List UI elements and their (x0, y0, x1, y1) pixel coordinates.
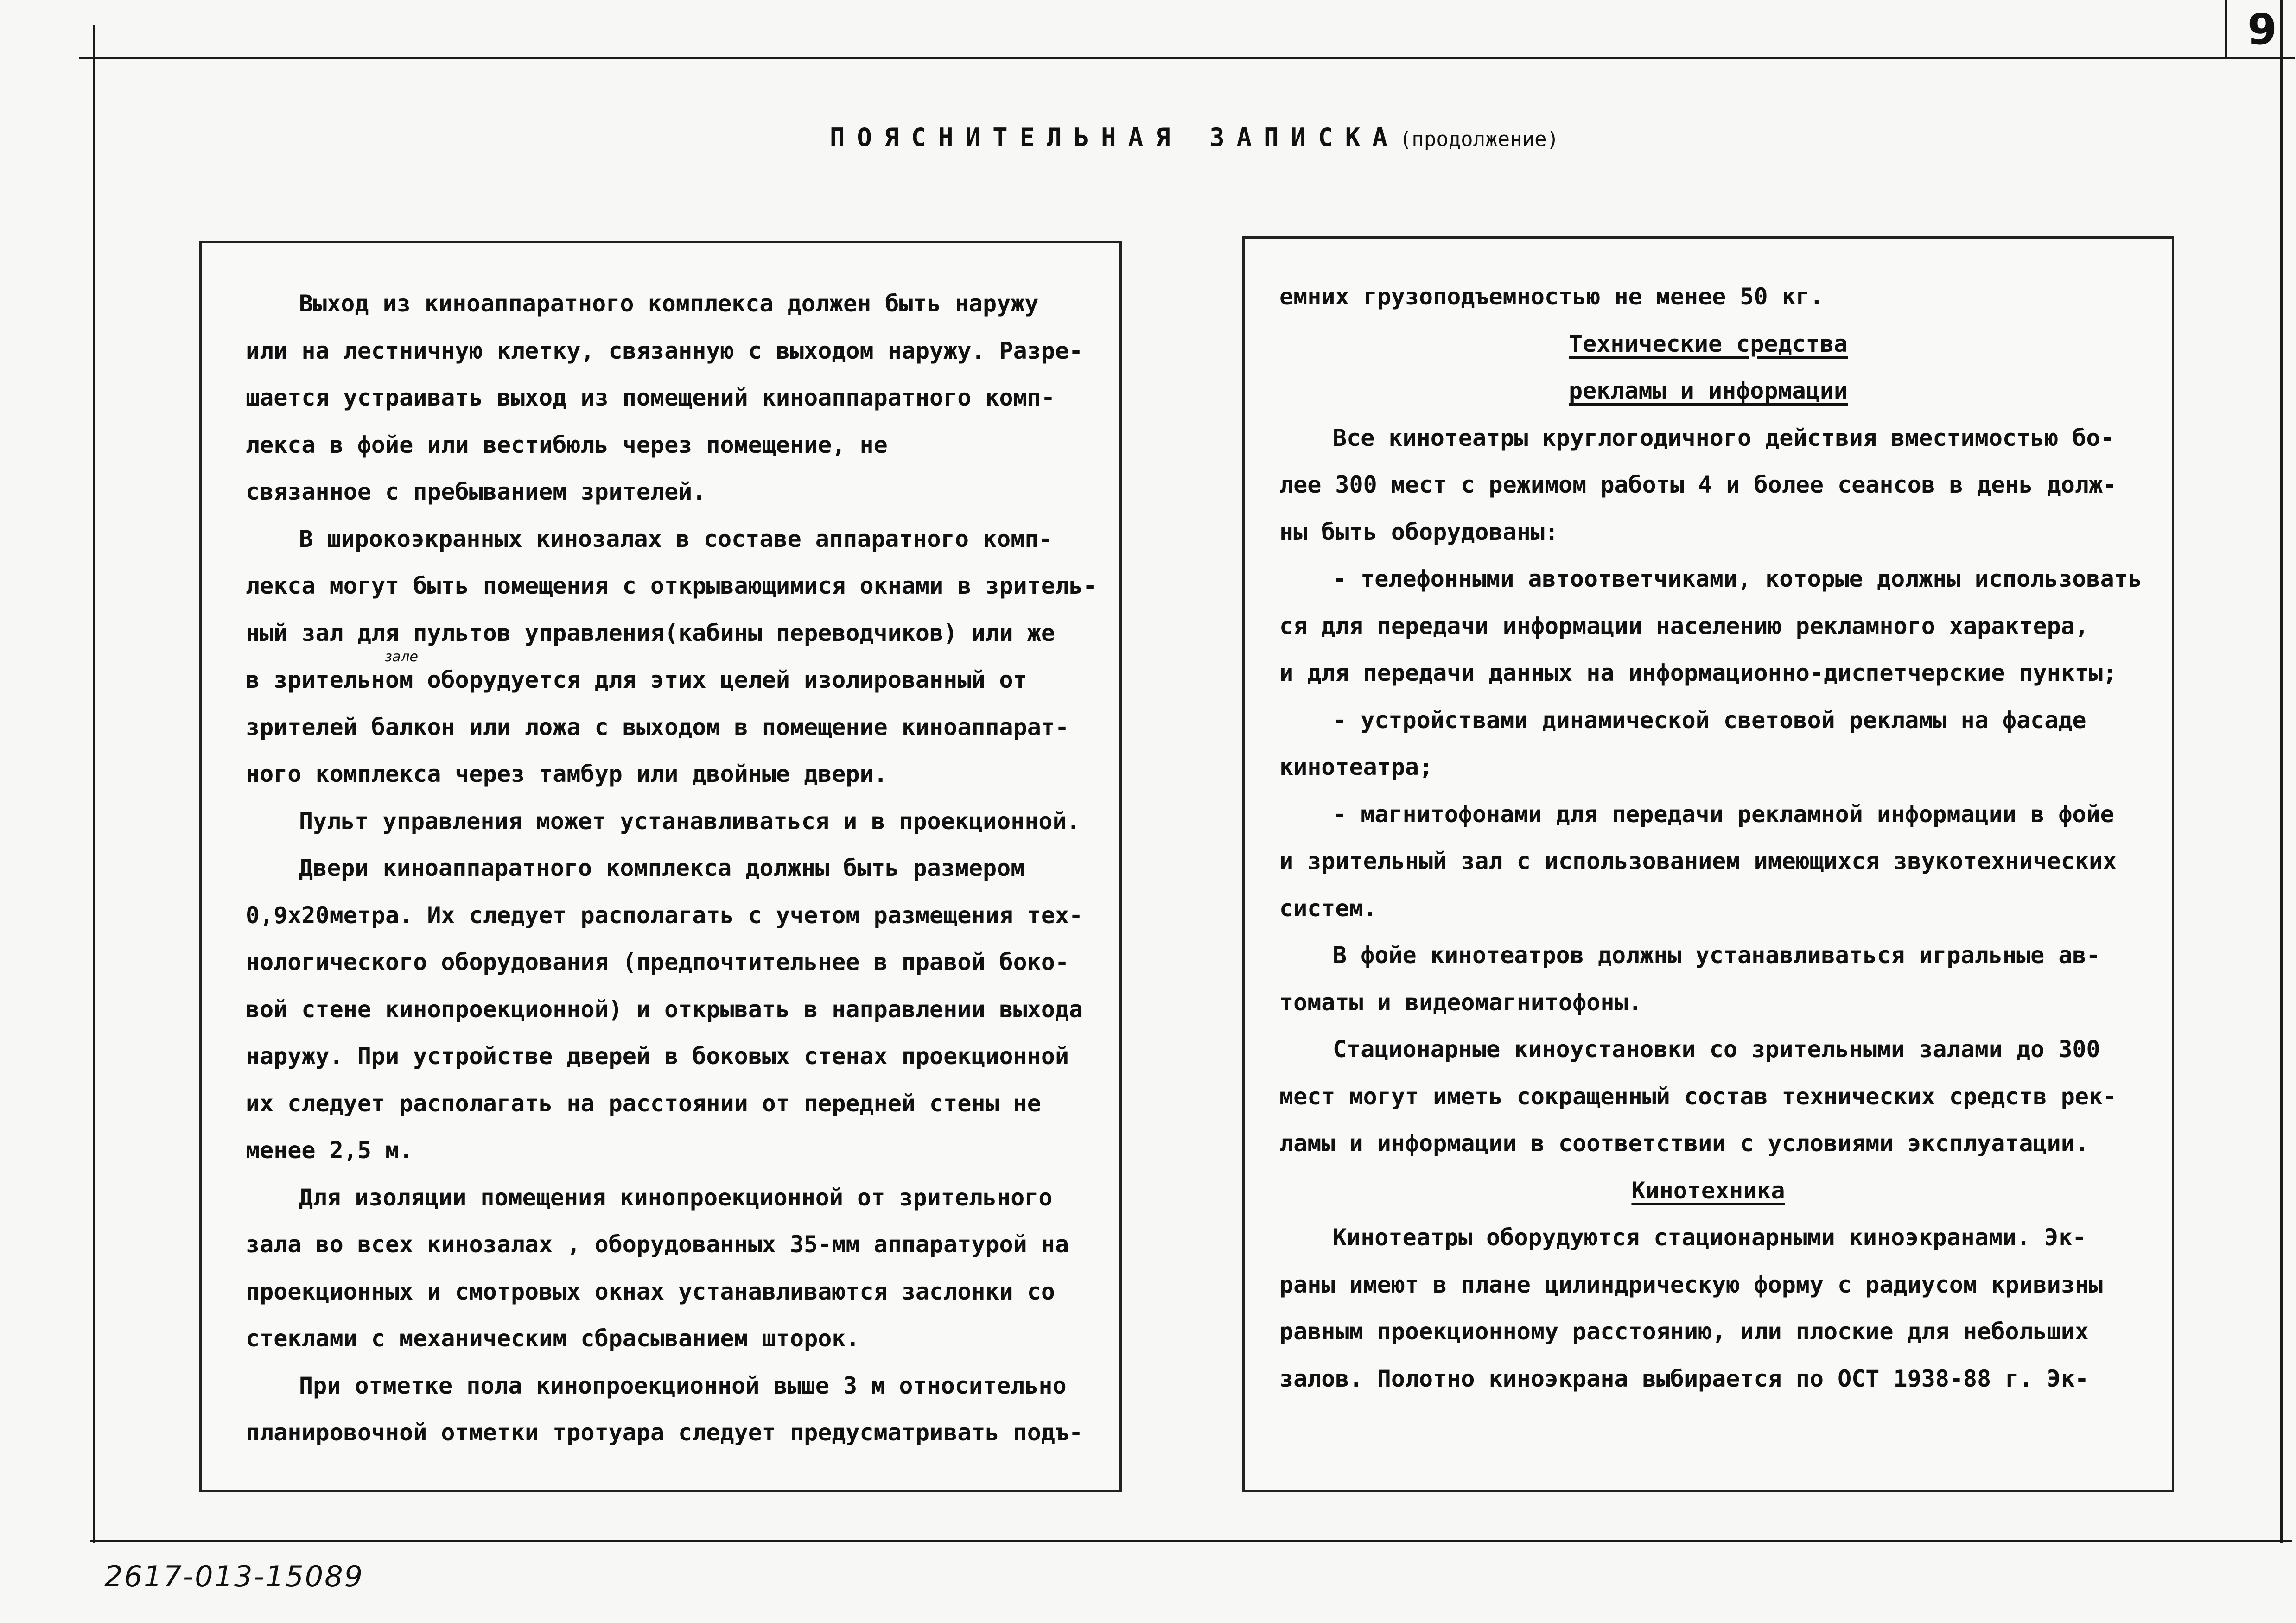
text-line: В фойе кинотеатров должны устанавливаться игральные ав- (1333, 942, 2100, 969)
text-line: вой стене кинопроекционной) и открывать в направлении выхода (246, 995, 1083, 1023)
text-line: 0,9х20метра. Их следует располагать с учетом размещения тех- (246, 901, 1083, 929)
top-border-line (79, 57, 2295, 59)
section-heading: рекламы и информации (1568, 377, 1848, 404)
text-line: залов. Полотно киноэкрана выбирается по ОСТ 1938-88 г. Эк- (1279, 1365, 2089, 1392)
text-line: томаты и видеомагнитофоны. (1279, 989, 1642, 1016)
text-line: Стационарные киноустановки со зрительными залами до 300 (1333, 1036, 2100, 1063)
left-border-line (93, 25, 95, 1543)
text-line: Кинотеатры оборудуются стационарными киноэкранами. Эк- (1333, 1224, 2086, 1251)
text-line: систем. (1279, 894, 1377, 922)
text-line: зала во всех кинозалах , оборудованных 35-мм аппаратурой на (246, 1231, 1069, 1258)
text-line: нологического оборудования (предпочтительнее в правой боко- (246, 949, 1069, 976)
text-line: кинотеатра; (1279, 754, 1433, 780)
right-border-line (2280, 0, 2283, 1543)
text-line: Для изоляции помещения кинопроекционной от зрительного (299, 1184, 1053, 1211)
handwritten-annotation: зале (385, 649, 418, 665)
text-line: При отметке пола кинопроекционной выше 3 м относительно (299, 1372, 1067, 1399)
text-line: равным проекционному расстоянию, или плоские для небольших (1279, 1318, 2089, 1345)
text-line: ся для передачи информации населению рекламного характера, (1279, 612, 2089, 640)
list-item: - телефонными автоответчиками, которые должны использовать (1333, 565, 2142, 592)
text-line: Выход из киноаппаратного комплекса должен быть наружу (299, 290, 1039, 317)
section-heading: Кинотехника (1631, 1177, 1785, 1204)
list-item: - магнитофонами для передачи рекламной информации в фойе (1333, 800, 2114, 828)
document-code: 2617-013-15089 (104, 1560, 364, 1593)
text-line: менее 2,5 м. (246, 1137, 413, 1164)
text-line: проекционных и смотровых окнах устанавливаются заслонки со (246, 1278, 1055, 1305)
text-line: ный зал для пультов управления(кабины переводчиков) или же (246, 619, 1055, 647)
bottom-border-line (90, 1540, 2292, 1542)
text-line: в зрительном оборудуется для этих целей изолированный от (246, 666, 1027, 693)
text-line: Пульт управления может устанавливаться и в проекционной. (299, 807, 1081, 835)
text-line: зрителей балкон или ложа с выходом в помещение киноаппарат- (246, 713, 1069, 741)
right-text-panel (1242, 236, 2174, 1492)
text-line: и для передачи данных на информационно-диспетчерские пункты; (1279, 659, 2117, 686)
text-line: и зрительный зал с использованием имеющихся звукотехнических (1279, 848, 2117, 875)
text-line: мест могут иметь сокращенный состав технических средств рек- (1279, 1083, 2117, 1110)
text-line: ламы и информации в соответствии с условиями эксплуатации. (1279, 1130, 2089, 1157)
text-line: связанное с пребыванием зрителей. (246, 478, 706, 505)
list-item: - устройствами динамической световой рекламы на фасаде (1333, 706, 2086, 734)
text-line: или на лестничную клетку, связанную с выходом наружу. Разре- (246, 337, 1083, 364)
text-line: емних грузоподъемностью не менее 50 кг. (1279, 283, 1824, 310)
text-line: раны имеют в плане цилиндрическую форму с радиусом кривизны (1279, 1271, 2103, 1298)
text-line: В широкоэкранных кинозалах в составе аппаратного комп- (299, 525, 1053, 552)
text-line: лекса в фойе или вестибюль через помещение, не (246, 431, 888, 458)
section-heading: Технические средства (1568, 330, 1848, 357)
text-line: ны быть оборудованы: (1279, 518, 1559, 545)
left-column-text (246, 280, 1097, 1457)
page-number-box-left (2225, 0, 2227, 58)
text-line: их следует располагать на расстоянии от передней стены не (246, 1090, 1041, 1117)
text-line: Все кинотеатры круглогодичного действия вместимостью бо- (1333, 424, 2114, 451)
text-line: Двери киноаппаратного комплекса должны быть размером (299, 855, 1025, 881)
text-line: наружу. При устройстве дверей в боковых стенах проекционной (246, 1043, 1069, 1070)
page-title (830, 123, 1618, 165)
text-line: стеклами с механическим сбрасыванием шторок. (246, 1325, 860, 1352)
page-number: 9 (2247, 4, 2277, 54)
text-line: планировочной отметки тротуара следует предусматривать подъ- (246, 1419, 1083, 1446)
page-title-sub: (продолжение) (1399, 127, 1559, 151)
text-line: шается устраивать выход из помещений киноаппаратного комп- (246, 384, 1055, 411)
right-column-text (1279, 273, 2142, 1402)
page-title-main: ПОЯСНИТЕЛЬНАЯ ЗАПИСКА (830, 123, 1399, 152)
text-line: лее 300 мест с режимом работы 4 и более сеансов в день долж- (1279, 471, 2117, 498)
text-line: лекса могут быть помещения с открывающимися окнами в зритель- (246, 572, 1097, 599)
text-line: ного комплекса через тамбур или двойные двери. (246, 761, 888, 787)
left-text-panel (199, 241, 1122, 1492)
